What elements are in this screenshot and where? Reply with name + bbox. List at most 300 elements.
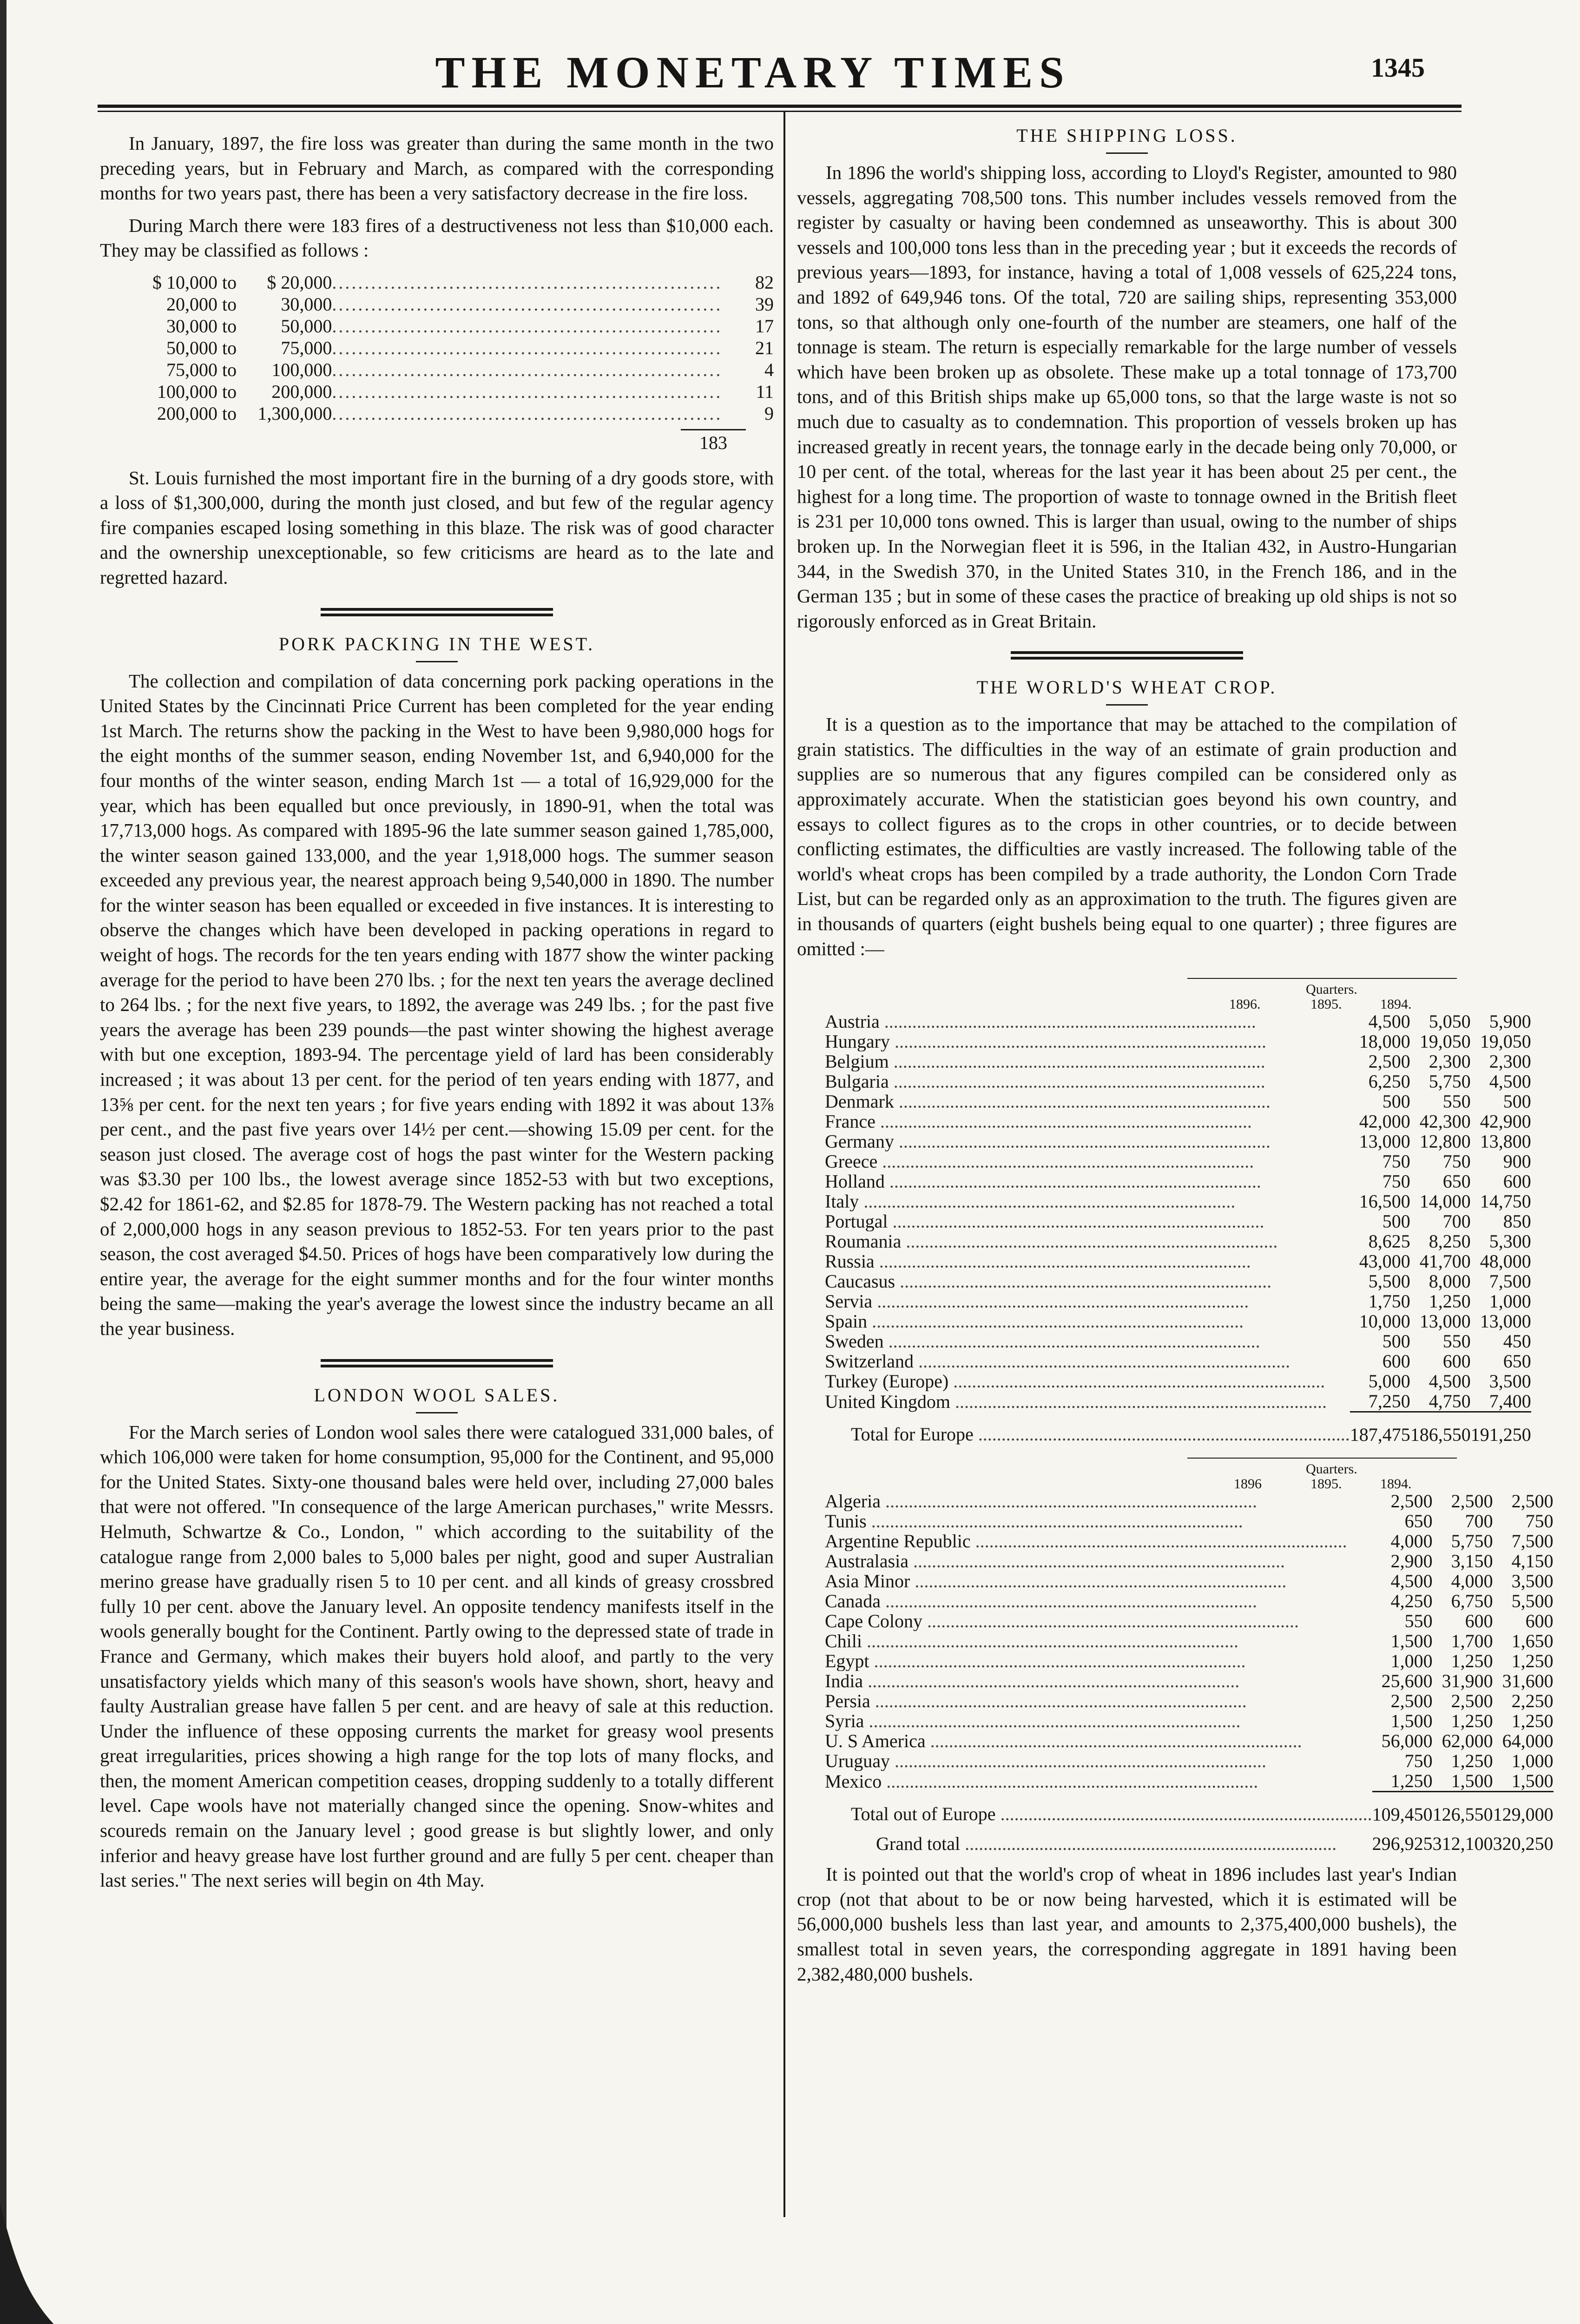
leader-dots: ................................................................................: [925, 1731, 1302, 1751]
country-name: [825, 1792, 1372, 1825]
leader-dots: ............................................................: [332, 337, 723, 358]
table-row: [825, 1751, 1554, 1771]
value-y1894: 900: [1503, 1151, 1531, 1172]
value-y1895: 2,300: [1429, 1051, 1471, 1072]
value-y1894: 31,600: [1502, 1670, 1554, 1692]
value-y1894: 48,000: [1480, 1251, 1531, 1272]
value-y1894: 5,900: [1489, 1011, 1531, 1032]
country-name: [825, 1711, 1372, 1731]
heading-rule: [416, 1412, 458, 1413]
section-separator: [321, 1359, 553, 1367]
header-rule-thin: [98, 111, 1462, 112]
leader-dots: ................................................................................: [973, 1424, 1350, 1445]
value-y1895: 41,700: [1419, 1251, 1471, 1272]
table-row: [825, 1511, 1554, 1531]
value-y1895: 1,250: [1451, 1750, 1493, 1772]
table-row: [825, 1491, 1554, 1511]
range-from: 100,000: [157, 381, 217, 402]
leader-dots: ................................................................................: [880, 1491, 1257, 1512]
country-label: Cape Colony: [825, 1611, 922, 1631]
table-row: [825, 1091, 1531, 1111]
country-name: [825, 1412, 1350, 1445]
value-y1895: 3,150: [1451, 1551, 1493, 1572]
value-y1896: 500: [1382, 1211, 1410, 1232]
range-to: 100,000: [271, 359, 332, 380]
country-name: [825, 1751, 1372, 1771]
country-name: [825, 1291, 1350, 1311]
range-from: $ 10,000: [152, 271, 217, 293]
value-y1894: 3,500: [1489, 1371, 1531, 1392]
value-y1894: 2,500: [1511, 1491, 1554, 1512]
leader-dots: ............................................................: [332, 381, 723, 402]
range-from: 30,000: [166, 315, 217, 337]
range-to: $ 20,000: [267, 271, 332, 293]
leader-dots: ................................................................................: [948, 1371, 1325, 1392]
value-y1895: 126,550: [1433, 1792, 1493, 1825]
value-y1895: 550: [1442, 1091, 1471, 1112]
range-from: 75,000: [166, 359, 217, 380]
value-y1894: 1,000: [1511, 1750, 1554, 1772]
masthead-title: THE MONETARY TIMES: [435, 47, 1071, 97]
value-y1894: 850: [1503, 1211, 1531, 1232]
country-name: [825, 1311, 1350, 1331]
table-row: [825, 1251, 1531, 1271]
range-to: 200,000: [271, 381, 332, 402]
table-row: [825, 1051, 1531, 1071]
value-y1896: 650: [1404, 1511, 1433, 1532]
table-row: [825, 1731, 1554, 1751]
country-label: Turkey (Europe): [825, 1371, 949, 1392]
table-row: [128, 403, 774, 424]
value-y1895: 600: [1442, 1351, 1471, 1372]
value-y1894: 450: [1503, 1331, 1531, 1352]
value-y1895: 700: [1465, 1511, 1493, 1532]
country-name: [825, 1611, 1372, 1631]
country-name: [825, 1771, 1372, 1792]
country-name: [825, 1371, 1350, 1391]
value-y1896: 750: [1382, 1171, 1410, 1192]
leader-dots: ................................................................................: [875, 1111, 1252, 1132]
fire-count: 9: [764, 403, 774, 424]
table-row: [825, 1824, 1554, 1854]
table-row: [128, 271, 774, 293]
leader-dots: ................................................................................: [950, 1391, 1327, 1412]
range-to: 30,000: [281, 293, 332, 315]
leader-dots: ................................................................................: [864, 1711, 1241, 1731]
country-name: [825, 1271, 1350, 1291]
year-header: 1896.: [1229, 997, 1261, 1012]
country-name: [825, 1391, 1350, 1412]
leader-dots: ............................................................: [332, 315, 723, 337]
value-y1894: 13,800: [1480, 1131, 1531, 1152]
leader-dots: ................................................................................: [895, 1271, 1272, 1292]
value-y1894: 7,500: [1489, 1271, 1531, 1292]
value-y1894: 13,000: [1480, 1311, 1531, 1332]
country-label: Algeria: [825, 1491, 881, 1512]
column-divider: [783, 112, 785, 2217]
fire-count: 4: [764, 359, 774, 380]
value-y1896: 7,250: [1368, 1391, 1410, 1412]
value-y1895: 600: [1465, 1611, 1493, 1632]
value-y1896: 8,625: [1368, 1231, 1410, 1252]
value-y1896: 6,250: [1368, 1071, 1410, 1092]
value-y1896: 550: [1404, 1611, 1433, 1632]
leader-dots: ................................................................................: [862, 1631, 1239, 1651]
country-label: Sweden: [825, 1331, 884, 1352]
value-y1895: 4,000: [1451, 1571, 1493, 1592]
value-y1894: 600: [1503, 1171, 1531, 1192]
shipping-loss-paragraph: In 1896 the world's shipping loss, according to Lloyd's Register, amounted to 980 vessels, aggregating 708,500 tons. This number includes vessels removed from the register by casualty or having been condemned as unseaworthy. This is about 300 vessels and 100,000 tons less than in the preceding year ; but it exceeds the records of previous years—1893, for instance, having a total of 1,008 vessels of 625,224 tons, and 1892 of 649,946 tons. Of the total, 720 are sailing ships, representing 353,000 tons, so that although only one-fourth of the number are steamers, one half of the tonnage is steam. The return is especially remarkable for the large number of vessels which have been broken up as obsolete. These make up a total tonnage of 173,700 tons, and of this British ships make up 65,000 tons, so that the large waste is not so much due to casualty as to condemnation. This proportion of vessels broken up has increased greatly in recent years, the tonnage early in the decade being only 70,000, or 10 per cent. of the total, whereas for the last year it has been about 25 per cent., the highest for a long time. The proportion of waste to tonnage owned in the British fleet is 231 per 10,000 tons owned. This is larger than usual, owing to the number of ships broken up. In the Norwegian fleet it is 596, in the Italian 432, in Austro-Hungarian 344, in the Swedish 370, in the United States 310, in the French 186, and in the German 135 ; but in some of these cases the practice of breaking up old ships is not so rigorously enforced as in Great Britain.: [797, 162, 1457, 632]
country-name: [825, 1111, 1350, 1131]
year-header: 1895.: [1310, 997, 1342, 1012]
country-label: France: [825, 1111, 876, 1132]
year-header: 1895.: [1310, 1476, 1342, 1492]
country-label: Holland: [825, 1171, 885, 1192]
table-row: [825, 1371, 1531, 1391]
value-y1896: 750: [1382, 1151, 1410, 1172]
heading-rule: [416, 661, 458, 662]
year-header: 1894.: [1380, 997, 1412, 1012]
leader-dots: ................................................................................: [884, 1171, 1261, 1192]
value-y1895: 2,500: [1451, 1491, 1493, 1512]
country-label: Bulgaria: [825, 1071, 889, 1092]
leader-dots: ................................................................................: [889, 1031, 1266, 1052]
wheat-intro-paragraph: It is a question as to the importance that may be attached to the compilation of grain statistics. The difficulties in the way of an estimate of grain production and supplies are so numerous that any figures compiled can be considered only as approximately accurate. When the statistician goes beyond his own country, and essays to collect figures as to the crops in other countries, or to decide between conflicting estimates, the difficulties are vastly increased. The following table of the world's wheat crops has been compiled by a trade authority, the London Corn Trade List, but can be regarded only as an approximation to the truth. The figures given are in thousands of quarters (eight bushels being equal to one quarter) ; three figures are omitted :—: [797, 713, 1457, 959]
country-label: India: [825, 1671, 863, 1691]
value-y1896: 750: [1404, 1750, 1433, 1772]
value-y1896: 1,250: [1390, 1770, 1433, 1792]
leader-dots: ................................................................................: [867, 1311, 1244, 1332]
table-row: [128, 315, 774, 337]
value-y1895: 4,750: [1429, 1391, 1471, 1412]
country-label: Uruguay: [825, 1751, 890, 1771]
country-name: [825, 1731, 1372, 1751]
quarters-label: Quarters.: [1306, 1461, 1357, 1477]
fire-count: 21: [755, 337, 774, 358]
page-corner-mark: [0, 2147, 74, 2324]
range-separator: to: [222, 293, 237, 315]
country-name: [825, 1051, 1350, 1071]
country-label: Grand total: [876, 1833, 961, 1854]
country-name: [825, 1191, 1350, 1211]
value-y1894: 14,750: [1480, 1191, 1531, 1212]
country-name: [825, 1071, 1350, 1091]
country-label: United Kingdom: [825, 1391, 950, 1412]
leader-dots: ................................................................................: [970, 1531, 1347, 1552]
country-label: Germany: [825, 1131, 894, 1152]
country-name: [825, 1511, 1372, 1531]
page-number: 1345: [1371, 53, 1425, 83]
value-y1896: 296,925: [1372, 1833, 1433, 1855]
value-y1895: 1,250: [1451, 1710, 1493, 1732]
leader-dots: ................................................................................: [910, 1571, 1287, 1591]
table-row: [825, 1551, 1554, 1571]
value-y1894: 5,500: [1511, 1591, 1554, 1612]
value-y1894: 129,000: [1493, 1792, 1554, 1825]
value-y1896: 500: [1382, 1091, 1410, 1112]
leader-dots: ................................................................................: [914, 1351, 1290, 1372]
value-y1895: 1,500: [1451, 1770, 1493, 1792]
country-label: Roumania: [825, 1231, 902, 1252]
value-y1894: 4,500: [1489, 1071, 1531, 1092]
leader-dots: ................................................................................: [901, 1231, 1278, 1252]
leader-dots: ............................................................: [332, 293, 723, 315]
country-label: Egypt: [825, 1651, 869, 1671]
leader-dots: ................................................................................: [908, 1551, 1285, 1571]
table-row: [825, 1391, 1531, 1412]
fire-count: 11: [756, 381, 774, 402]
table-row: [825, 1531, 1554, 1551]
year-header: 1896: [1234, 1476, 1262, 1492]
fire-count: 17: [755, 315, 774, 337]
leader-dots: ............................................................: [332, 403, 723, 424]
value-y1895: 5,750: [1429, 1071, 1471, 1092]
range-separator: to: [222, 359, 237, 380]
table-row: [825, 1151, 1531, 1171]
fire-total: 183: [681, 429, 746, 456]
table-row: [128, 337, 774, 359]
value-y1894: 64,000: [1502, 1730, 1554, 1752]
country-label: Servia: [825, 1291, 873, 1312]
leader-dots: ................................................................................: [889, 1751, 1266, 1771]
country-name: [825, 1631, 1372, 1651]
value-y1896: 1,500: [1390, 1631, 1433, 1652]
leader-dots: ................................................................................: [882, 1771, 1258, 1792]
country-label: Chili: [825, 1631, 862, 1651]
country-name: [825, 1331, 1350, 1351]
table-row: [825, 1291, 1531, 1311]
country-name: [825, 1231, 1350, 1251]
table-row: [825, 1792, 1554, 1825]
country-name: [825, 1824, 1372, 1854]
value-y1894: 19,050: [1480, 1031, 1531, 1052]
range-separator: to: [222, 337, 237, 358]
country-name: [825, 1691, 1372, 1711]
value-y1894: 7,400: [1489, 1391, 1531, 1412]
value-y1896: 187,475: [1350, 1412, 1410, 1445]
table-row: [128, 293, 774, 315]
table-row: [825, 1571, 1554, 1591]
country-name: [825, 1671, 1372, 1691]
value-y1895: 6,750: [1451, 1591, 1493, 1612]
leader-dots: ................................................................................: [866, 1511, 1243, 1532]
country-name: [825, 1211, 1350, 1231]
country-name: [825, 1531, 1372, 1551]
table-row: [825, 1131, 1531, 1151]
table-row: [825, 1311, 1531, 1331]
value-y1894: 650: [1503, 1351, 1531, 1372]
year-header: 1894.: [1380, 1476, 1412, 1492]
table-row: [825, 1691, 1554, 1711]
value-y1894: 1,250: [1511, 1651, 1554, 1672]
value-y1896: 109,450: [1372, 1792, 1433, 1825]
value-y1896: 10,000: [1359, 1311, 1410, 1332]
table-row: [825, 1591, 1554, 1611]
country-label: Asia Minor: [825, 1571, 910, 1591]
value-y1895: 550: [1442, 1331, 1471, 1352]
country-name: [825, 1351, 1350, 1371]
value-y1896: 2,500: [1368, 1051, 1410, 1072]
leader-dots: ............................................................: [332, 271, 723, 293]
table-row: [825, 1031, 1531, 1051]
range-to: 75,000: [281, 337, 332, 358]
range-to: 1,300,000: [257, 403, 332, 424]
value-y1894: 1,650: [1511, 1631, 1554, 1652]
country-label: Tunis: [825, 1511, 867, 1532]
country-label: Italy: [825, 1191, 859, 1212]
table-row: [128, 359, 774, 381]
leader-dots: ................................................................................: [877, 1151, 1254, 1172]
fire-count: 39: [755, 293, 774, 315]
value-y1894: 1,250: [1511, 1710, 1554, 1732]
country-name: [825, 1011, 1350, 1031]
table-row: [825, 1331, 1531, 1351]
value-y1896: 2,500: [1390, 1491, 1433, 1512]
value-y1896: 4,250: [1390, 1591, 1433, 1612]
table-row: [825, 1611, 1554, 1631]
country-label: Spain: [825, 1311, 868, 1332]
value-y1896: 5,500: [1368, 1271, 1410, 1292]
value-y1895: 4,500: [1429, 1371, 1471, 1392]
value-y1896: 5,000: [1368, 1371, 1410, 1392]
value-y1894: 320,250: [1493, 1833, 1554, 1855]
value-y1895: 8,250: [1429, 1231, 1471, 1252]
fire-intro-paragraph-2: During March there were 183 fires of a destructiveness not less than $10,000 each. They may be classified as follows :: [100, 214, 774, 261]
value-y1895: 31,900: [1442, 1670, 1493, 1692]
value-y1896: 16,500: [1359, 1191, 1410, 1212]
country-label: Caucasus: [825, 1271, 895, 1292]
value-y1894: 1,500: [1511, 1770, 1554, 1792]
country-name: [825, 1131, 1350, 1151]
value-y1895: 8,000: [1429, 1271, 1471, 1292]
value-y1895: 62,000: [1442, 1730, 1493, 1752]
leader-dots: ................................................................................: [889, 1051, 1265, 1072]
country-label: Denmark: [825, 1091, 894, 1112]
fire-classification-table: [128, 271, 774, 424]
country-label: Russia: [825, 1251, 875, 1272]
value-y1895: 650: [1442, 1171, 1471, 1192]
country-label: Canada: [825, 1591, 881, 1611]
value-y1895: 42,300: [1419, 1111, 1471, 1132]
country-label: Total out of Europe: [851, 1803, 996, 1825]
value-y1896: 1,000: [1390, 1651, 1433, 1672]
table-row: [825, 1671, 1554, 1691]
heading-rule: [1106, 152, 1148, 154]
leader-dots: ................................................................................: [869, 1651, 1246, 1671]
value-y1895: 1,250: [1451, 1651, 1493, 1672]
fire-intro-paragraph: In January, 1897, the fire loss was greater than during the same month in the two preceding years, but in February and March, as compared with the corresponding months for two years past, there has been a very satisfactory decrease in the fire loss.: [100, 132, 774, 204]
left-column: [100, 131, 774, 1893]
leader-dots: ................................................................................: [995, 1803, 1372, 1825]
value-y1895: 186,550: [1410, 1412, 1471, 1445]
value-y1895: 5,050: [1429, 1011, 1471, 1032]
table-row: [825, 1111, 1531, 1131]
leader-dots: ................................................................................: [880, 1591, 1257, 1611]
table-row: [825, 1071, 1531, 1091]
pork-packing-heading: PORK PACKING IN THE WEST.: [278, 633, 595, 654]
leader-dots: ................................................................................: [922, 1611, 1299, 1631]
header-rule: [1187, 978, 1457, 979]
value-y1894: 7,500: [1511, 1531, 1554, 1552]
leader-dots: ................................................................................: [872, 1291, 1249, 1312]
value-y1896: 43,000: [1359, 1251, 1410, 1272]
page-edge-shadow: [0, 0, 7, 2324]
value-y1895: 5,750: [1451, 1531, 1493, 1552]
country-name: [825, 1651, 1372, 1671]
value-y1894: 3,500: [1511, 1571, 1554, 1592]
leader-dots: ................................................................................: [870, 1691, 1247, 1711]
value-y1896: 4,500: [1390, 1571, 1433, 1592]
value-y1896: 2,500: [1390, 1690, 1433, 1712]
country-name: [825, 1091, 1350, 1111]
leader-dots: ................................................................................: [960, 1833, 1337, 1854]
country-label: U. S America: [825, 1731, 926, 1751]
table-row: [825, 1231, 1531, 1251]
right-column: [797, 122, 1554, 1987]
value-y1894: 750: [1525, 1511, 1554, 1532]
non-europe-wheat-table: [825, 1491, 1554, 1854]
value-y1896: 56,000: [1381, 1730, 1433, 1752]
value-y1896: 18,000: [1359, 1031, 1410, 1052]
country-label: Greece: [825, 1151, 878, 1172]
table-row: [825, 1412, 1531, 1445]
country-name: [825, 1251, 1350, 1271]
value-y1895: 700: [1442, 1211, 1471, 1232]
country-label: Austria: [825, 1011, 880, 1032]
country-name: [825, 1551, 1372, 1571]
country-label: Hungary: [825, 1031, 890, 1052]
table-row: [825, 1351, 1531, 1371]
country-label: Mexico: [825, 1771, 882, 1792]
leader-dots: ................................................................................: [874, 1251, 1251, 1272]
value-y1896: 42,000: [1359, 1111, 1410, 1132]
value-y1894: 191,250: [1471, 1412, 1531, 1445]
table-row: [825, 1211, 1531, 1231]
country-name: [825, 1491, 1372, 1511]
value-y1894: 42,900: [1480, 1111, 1531, 1132]
value-y1896: 2,900: [1390, 1551, 1433, 1572]
value-y1895: 14,000: [1419, 1191, 1471, 1212]
country-label: Persia: [825, 1691, 870, 1711]
value-y1896: 4,000: [1390, 1531, 1433, 1552]
leader-dots: ................................................................................: [894, 1091, 1271, 1112]
range-separator: to: [222, 315, 237, 337]
leader-dots: ................................................................................: [863, 1671, 1240, 1691]
country-label: Argentine Republic: [825, 1531, 971, 1552]
value-y1895: 13,000: [1419, 1311, 1471, 1332]
leader-dots: ............................................................: [332, 359, 723, 380]
value-y1895: 312,100: [1432, 1833, 1493, 1855]
table-row: [825, 1771, 1554, 1792]
country-label: Belgium: [825, 1051, 889, 1072]
value-y1894: 2,300: [1489, 1051, 1531, 1072]
value-y1894: 5,300: [1489, 1231, 1531, 1252]
range-separator: to: [222, 381, 237, 402]
value-y1896: 1,750: [1368, 1291, 1410, 1312]
value-y1896: 600: [1382, 1351, 1410, 1372]
st-louis-paragraph: St. Louis furnished the most important fire in the burning of a dry goods store, with a loss of $1,300,000, during the month just closed, and but few of the regular agency fire companies escaped losing something in this blaze. The risk was of good character and the ownership unexceptionable, so few criticisms are heard as to the late and regretted hazard.: [100, 467, 774, 588]
europe-wheat-table: [825, 1011, 1531, 1445]
value-y1896: 500: [1382, 1331, 1410, 1352]
leader-dots: ................................................................................: [859, 1191, 1236, 1212]
table-row: [825, 1271, 1531, 1291]
section-separator: [321, 608, 553, 616]
leader-dots: ................................................................................: [883, 1331, 1260, 1352]
value-y1896: 13,000: [1359, 1131, 1410, 1152]
value-y1894: 4,150: [1511, 1551, 1554, 1572]
country-label: Switzerland: [825, 1351, 914, 1372]
value-y1895: 19,050: [1419, 1031, 1471, 1052]
